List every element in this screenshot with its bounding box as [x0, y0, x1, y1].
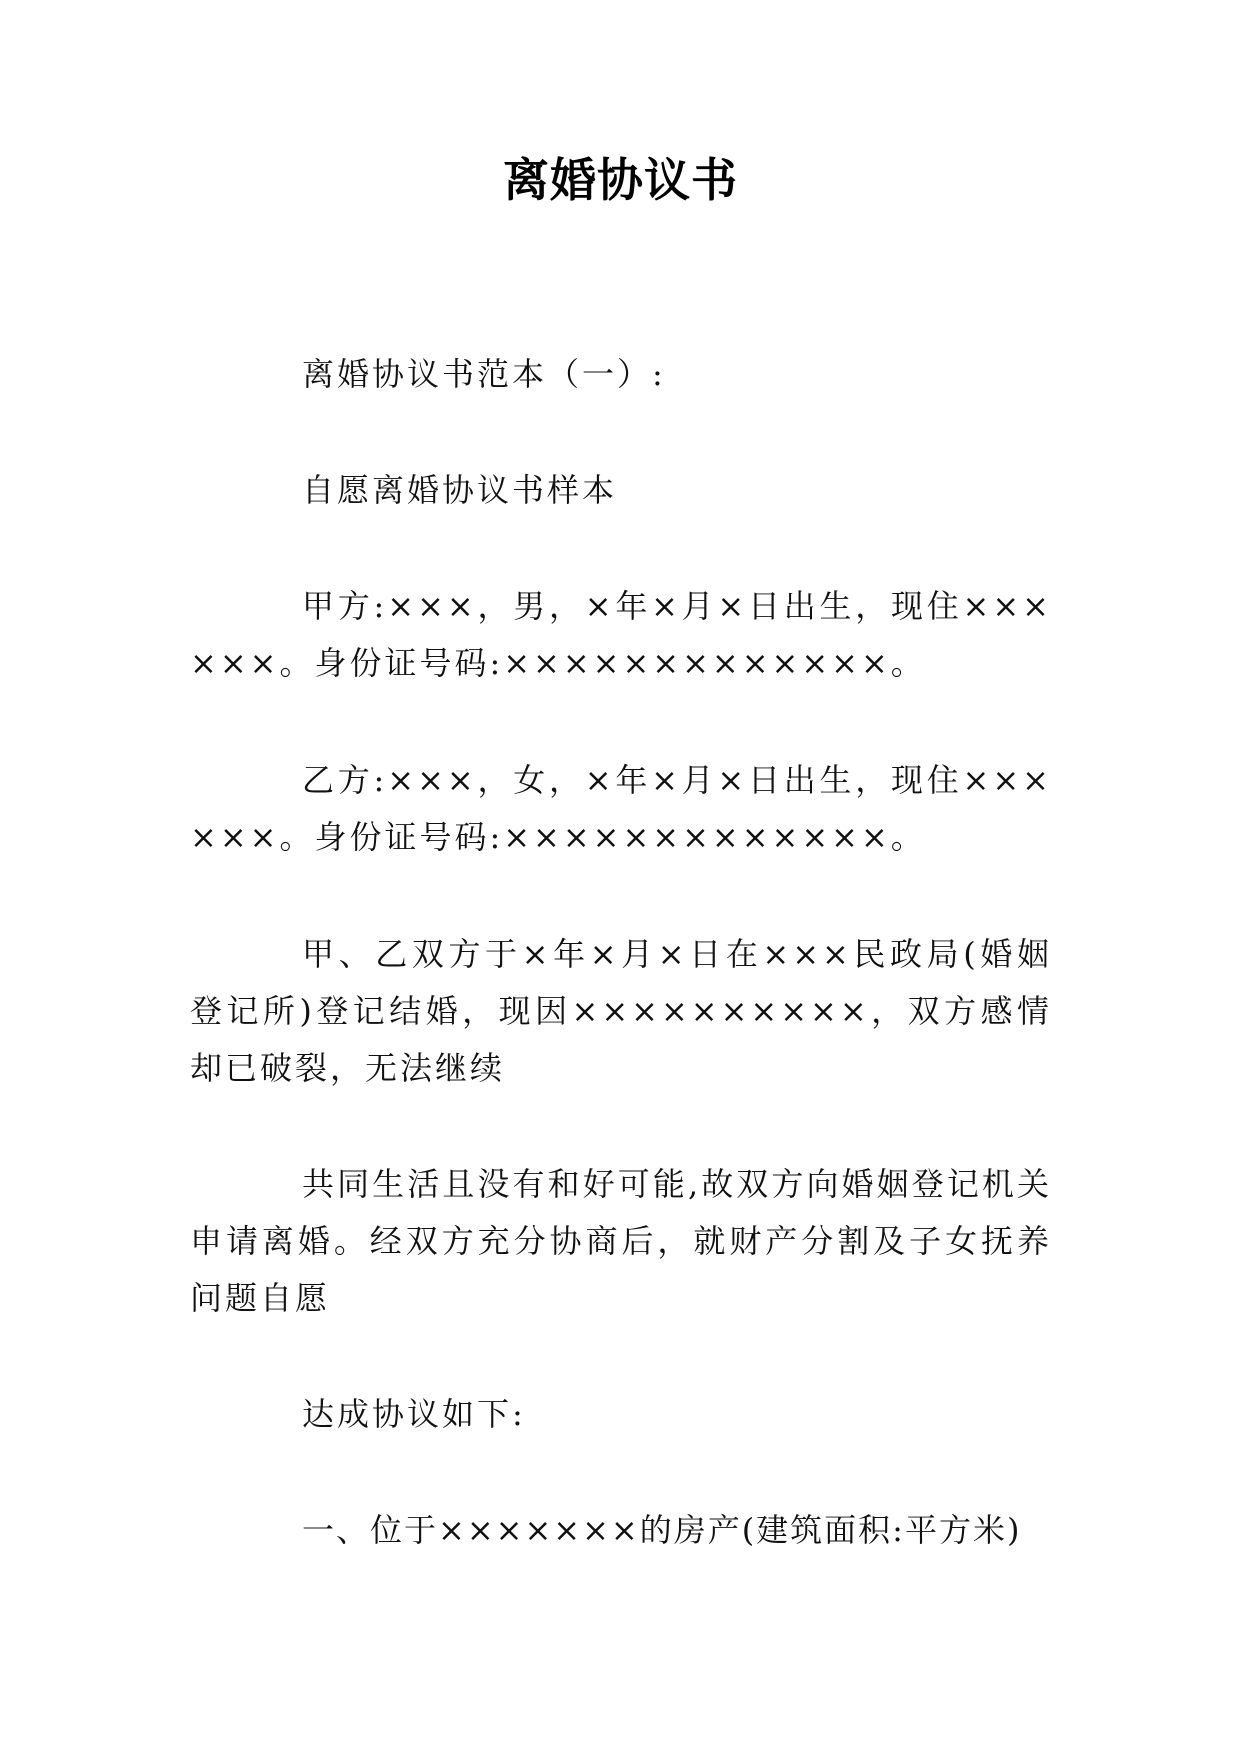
- paragraph-clause-one: 一、位于×××××××的房产(建筑面积:平方米): [302, 1511, 1022, 1549]
- paragraph-marriage-registration: 甲、乙双方于×年×月×日在×××民政局(婚姻登记所)登记结婚，现因××××××××××，双方感情却已破裂，无法继续: [190, 935, 1052, 1087]
- paragraph-divorce-application: 共同生活且没有和好可能,故双方向婚姻登记机关申请离婚。经双方充分协商后，就财产分割及子女抚养问题自愿: [190, 1165, 1052, 1317]
- document-title: 离婚协议书: [503, 153, 738, 207]
- paragraph-template-heading: 离婚协议书范本（一）:: [302, 355, 666, 393]
- paragraph-party-a: 甲方:×××，男，×年×月×日出生，现住××××××。身份证号码:×××××××××××××。: [190, 587, 1052, 682]
- paragraph-party-b: 乙方:×××，女，×年×月×日出生，现住××××××。身份证号码:×××××××××××××。: [190, 761, 1052, 856]
- paragraph-agreement-intro: 达成协议如下:: [302, 1395, 526, 1433]
- paragraph-sample-subtitle: 自愿离婚协议书样本: [302, 471, 618, 509]
